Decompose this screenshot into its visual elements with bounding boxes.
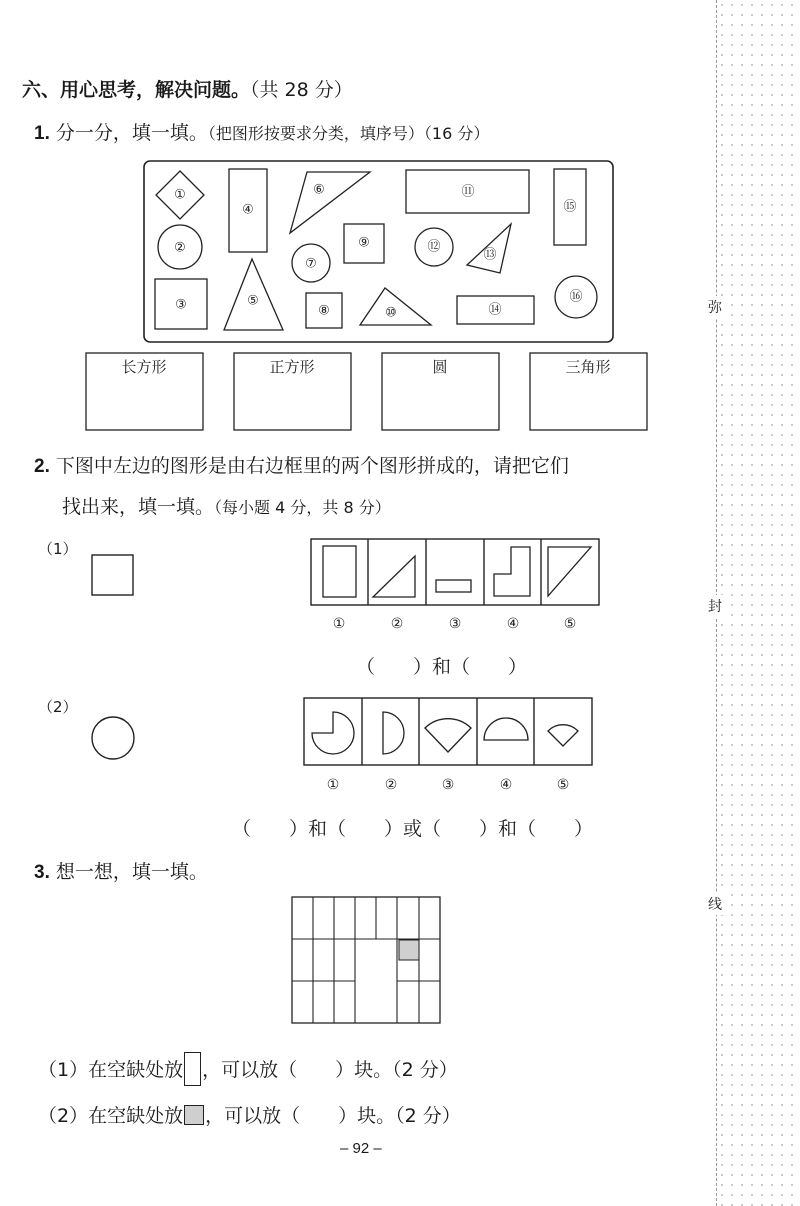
- shape-label-2: ②: [174, 240, 186, 256]
- shape-label-9: ⑨: [358, 235, 370, 251]
- section-points: （共 28 分）: [250, 79, 353, 101]
- q1-number: 1.: [34, 123, 50, 144]
- sub2-choice-label-1: ①: [326, 777, 340, 793]
- sub1-choice-label-4: ④: [506, 616, 520, 632]
- q3-sub1-text-a: （1）在空缺处放: [38, 1059, 184, 1081]
- sub2-choice-label-4: ④: [499, 777, 513, 793]
- q2-sub2-label: （2）: [38, 698, 78, 716]
- q3-sub2: [38, 1101, 461, 1128]
- sub2-choice-label-2: ②: [384, 777, 398, 793]
- q2-sub1-answer[interactable]: （ ）和（ ）: [356, 656, 528, 678]
- shape-label-13: ⑬: [483, 247, 497, 263]
- shape-label-16: ⑯: [569, 289, 583, 305]
- shape-label-12: ⑫: [427, 239, 441, 255]
- section-title: 六、用心思考，解决问题。: [22, 79, 251, 101]
- sub1-choice-label-3: ③: [448, 616, 462, 632]
- shape-label-14: ⑭: [488, 302, 502, 318]
- category-label-triangle: 三角形: [565, 358, 611, 376]
- tall-rect-icon: [184, 1052, 201, 1086]
- q2-number: 2.: [34, 456, 50, 477]
- q3-sub2-text-b[interactable]: ，可以放（ ）块。（2 分）: [205, 1105, 461, 1127]
- q3-number: 3.: [34, 862, 50, 883]
- shape-label-15: ⑮: [563, 199, 577, 215]
- sub1-choice-label-1: ①: [332, 616, 346, 632]
- q2-note: （每小题 4 分，共 8 分）: [214, 498, 391, 517]
- sub1-choice-label-5: ⑤: [563, 616, 577, 632]
- grid-small-grey-square: [399, 940, 419, 960]
- shape-label-3: ③: [175, 297, 187, 313]
- q3-sub1-text-b[interactable]: ，可以放（ ）块。（2 分）: [202, 1059, 458, 1081]
- q2-text-line1: 下图中左边的图形是由右边框里的两个图形拼成的，请把它们: [55, 455, 569, 477]
- page-number: – 92 –: [340, 1140, 382, 1157]
- sub2-choice-label-5: ⑤: [556, 777, 570, 793]
- shape-label-6: ⑥: [313, 182, 325, 198]
- q2-sub2-answer[interactable]: （ ）和（ ）或（ ）和（ ）: [232, 818, 594, 840]
- shape-label-4: ④: [242, 202, 254, 218]
- q3-sub2-text-a: （2）在空缺处放: [38, 1105, 184, 1127]
- q2-sub1-label: （1）: [38, 540, 78, 558]
- sub1-choice-label-2: ②: [390, 616, 404, 632]
- category-label-rectangle: 长方形: [121, 358, 167, 376]
- grey-square-icon: [184, 1105, 204, 1125]
- shape-label-11: ⑪: [461, 184, 475, 200]
- shape-label-10: ⑩: [385, 305, 397, 321]
- shape-label-8: ⑧: [318, 303, 330, 319]
- margin-char-mi: 弥: [706, 296, 724, 318]
- q1-text: 分一分，填一填。: [55, 122, 208, 144]
- q2-text-line2: 找出来，填一填。: [62, 496, 215, 518]
- q3-text: 想一想，填一填。: [55, 861, 208, 883]
- sub2-choice-label-3: ③: [441, 777, 455, 793]
- shape-label-7: ⑦: [305, 256, 317, 272]
- shape-label-1: ①: [174, 187, 186, 203]
- margin-char-feng: 封: [706, 595, 724, 617]
- margin-char-xian: 线: [706, 893, 724, 915]
- q1-note: （把图形按要求分类，填序号）（16 分）: [207, 124, 490, 143]
- category-label-square: 正方形: [269, 358, 315, 376]
- q3-sub1: [38, 1052, 458, 1086]
- binding-margin: [716, 0, 800, 1206]
- shape-label-5: ⑤: [247, 293, 259, 309]
- category-label-circle: 圆: [432, 358, 448, 376]
